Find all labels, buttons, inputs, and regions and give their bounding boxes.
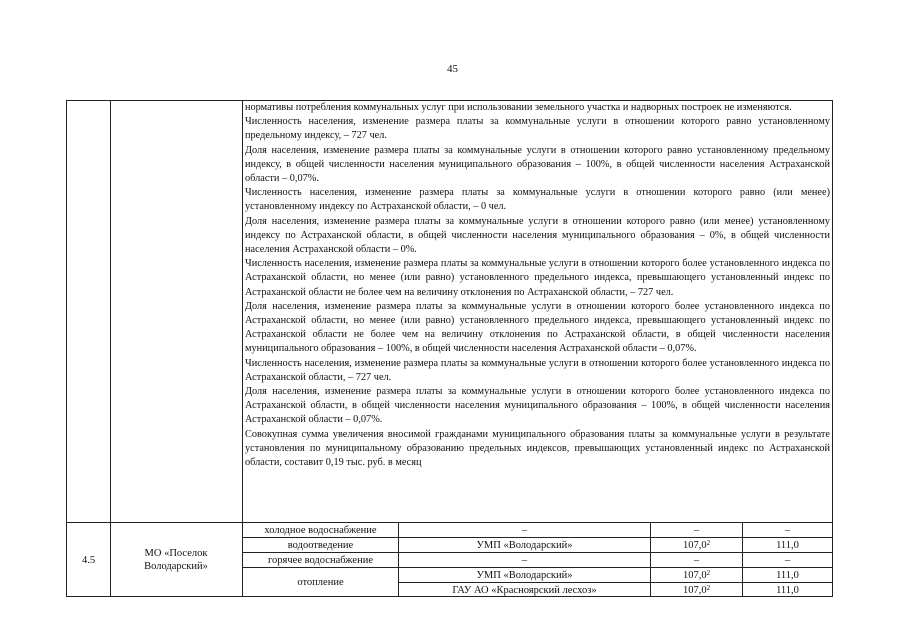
service-name: горячее водоснабжение — [268, 554, 373, 566]
service-name: водоотведение — [287, 539, 354, 551]
limit-value: 111,0 — [776, 569, 799, 581]
page-number: 45 — [447, 63, 458, 75]
organization: УМП «Володарский» — [476, 539, 573, 551]
value-text: 107,0 — [682, 584, 707, 596]
footnote-mark: 2 — [706, 583, 711, 592]
organization: ГАУ АО «Красноярский лесхоз» — [452, 584, 597, 596]
analysis-text — [245, 101, 830, 521]
service-name: отопление — [297, 577, 344, 588]
paragraph: Доля населения, изменение размера платы за коммунальные услуги в отношении которого более установленного индекса по Астраханской области, но менее (или равно) установленного предельного индекса, превышающего установленный индекс по Астраханской области не более чем на величину отклонения по Астраханской области, в общей численности населения муниципального образования – 100%, в общей численности населения Астраханской области – 0,07%. — [245, 300, 830, 355]
limit-value: 111,0 — [776, 539, 799, 551]
index-value — [651, 523, 742, 537]
index-value — [651, 553, 742, 567]
organization: – — [521, 524, 528, 536]
limit-value: – — [784, 554, 791, 566]
service-name: холодное водоснабжение — [264, 524, 377, 536]
index-value — [651, 538, 742, 552]
footnote-mark: 2 — [706, 568, 711, 577]
footnote-mark: 2 — [706, 538, 711, 547]
index-value — [651, 583, 742, 597]
paragraph: Доля населения, изменение размера платы за коммунальные услуги в отношении которого равно установленному предельному индексу, в общей численности населения муниципального образования – 100%, в общей численности населения Астраханской области – 0,07%. — [245, 144, 830, 185]
limit-value: 111,0 — [776, 584, 799, 596]
paragraph: Численность населения, изменение размера платы за коммунальные услуги в отношении которого более установленного индекса по Астраханской области, но менее (или равно) установленного предельного индекса, превышающего установленный индекс по Астраханской области не более чем на величину отклонения по Астраханской области, – 727 чел. — [245, 258, 830, 298]
value-text: 107,0 — [682, 569, 707, 581]
paragraph: Доля населения, изменение размера платы за коммунальные услуги в отношении которого более установленного индекса по Астраханской области, в общей численности населения муниципального образования – 100%, в общей численности населения Астраханской области – 0,07%. — [245, 386, 830, 426]
index-value — [651, 568, 742, 582]
organization: УМП «Володарский» — [476, 569, 573, 581]
row-number: 4.5 — [81, 554, 96, 566]
paragraph: Совокупная сумма увеличения вносимой гражданами муниципального образования платы за коммунальные услуги в результате установления по муниципальному образованию предельных индексов, превышающих установленный индекс по Астраханской области, составит 0,19 тыс. руб. в месяц — [245, 428, 830, 469]
paragraph: Доля населения, изменение размера платы за коммунальные услуги в отношении которого равно (или менее) установленному индексу по Астраханской области, в общей численности населения муниципального образования – 0%, в общей численности населения Астраханской области – 0%. — [245, 215, 830, 256]
paragraph: Численность населения, изменение размера платы за коммунальные услуги в отношении которого равно (или менее) установленному индексу по Астраханской области, – 0 чел. — [245, 187, 830, 213]
municipality-name: МО «Поселок Володарский» — [144, 548, 208, 572]
paragraph: Численность населения, изменение размера платы за коммунальные услуги в отношении которого более установленного индекса по Астраханской области, – 727 чел. — [245, 357, 830, 383]
value-text: – — [693, 554, 700, 566]
value-text: – — [693, 524, 700, 536]
limit-value: – — [784, 524, 791, 536]
paragraph: Численность населения, изменение размера платы за коммунальные услуги в отношении которого равно установленному предельному индексу, – 727 чел. — [245, 116, 830, 142]
value-text: 107,0 — [682, 539, 707, 551]
paragraph: нормативы потребления коммунальных услуг при использовании земельного участка и надворных построек не изменяются. — [245, 102, 792, 113]
organization: – — [521, 554, 528, 566]
